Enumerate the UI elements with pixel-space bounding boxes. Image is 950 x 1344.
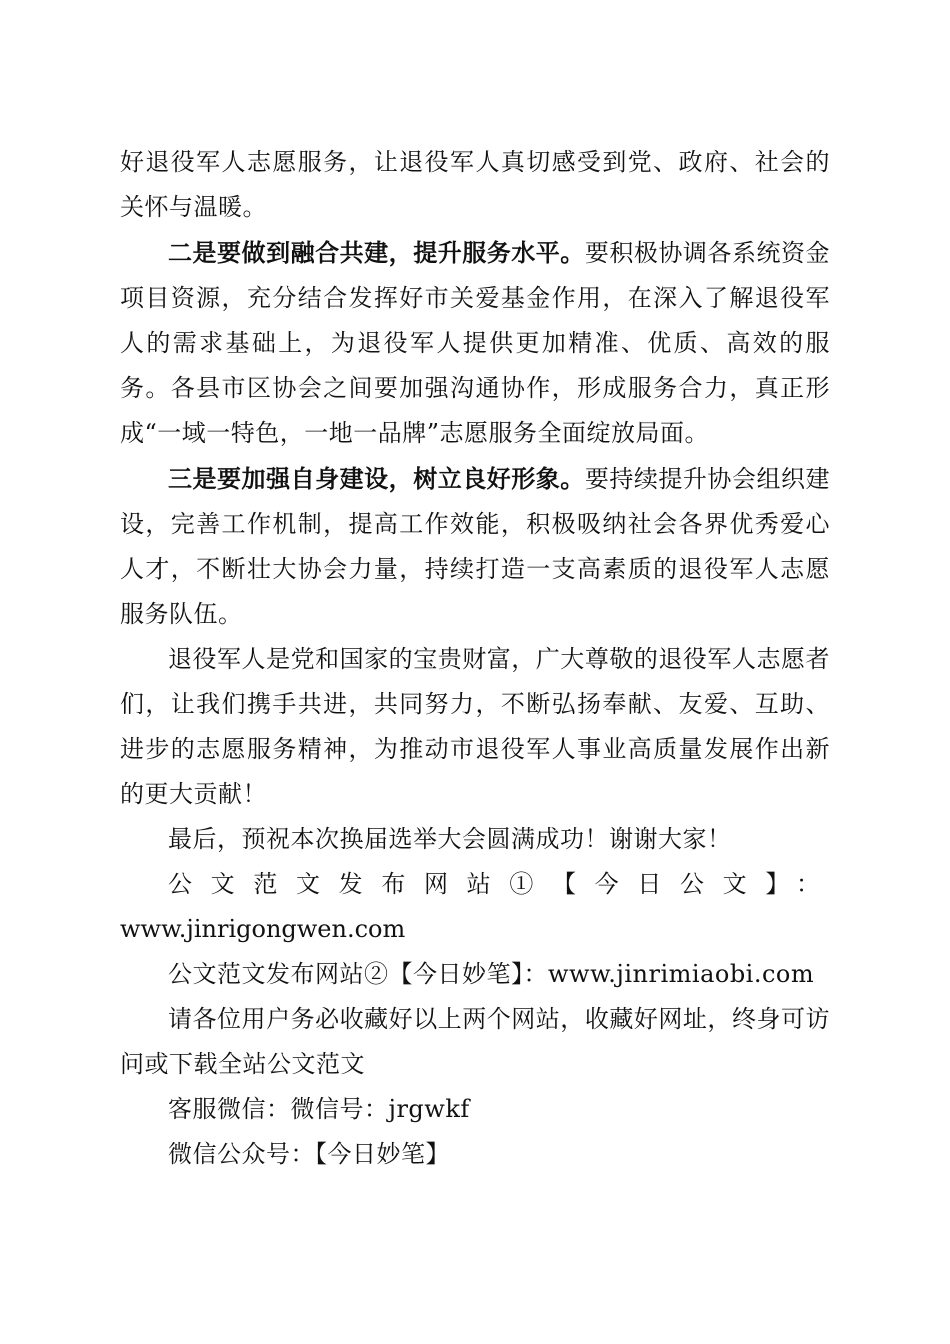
paragraph-closing-care: 好退役军人志愿服务，让退役军人真切感受到党、政府、社会的关怀与温暖。	[120, 148, 830, 221]
site1-url[interactable]: www.jinrigongwen.com	[120, 915, 406, 943]
site2-line[interactable]: 公文范文发布网站②【今日妙笔】：www.jinrimiaobi.com	[168, 960, 815, 988]
paragraph-integration	[120, 230, 830, 456]
paragraph-body-integration: 要积极协调各系统资金项目资源，充分结合发挥好市关爱基金作用，在深入了解退役军人的需求基础上，为退役军人提供更加精准、优质、高效的服务。各县市区协会之间要加强沟通协作，形成服务合力，真正形成“一域一特色，一地一品牌”志愿服务全面绽放局面。	[120, 239, 831, 447]
paragraph-heading-self-building: 三是要加强自身建设，树立良好形象。	[168, 464, 585, 493]
bookmark-notice: 请各位用户务必收藏好以上两个网站，收藏好网址，终身可访问或下载全站公文范文	[120, 1005, 830, 1078]
site1-label: 公文范文发布网站①【今日公文】：	[168, 870, 830, 898]
customer-service-wechat: 客服微信：微信号：jrgwkf	[168, 1095, 470, 1123]
paragraph-body-self-building: 要持续提升协会组织建设，完善工作机制，提高工作效能，积极吸纳社会各界优秀爱心人才，不断壮大协会力量，持续打造一支高素质的退役军人志愿服务队伍。	[120, 465, 831, 628]
paragraph-veterans-wealth: 退役军人是党和国家的宝贵财富，广大尊敬的退役军人志愿者们，让我们携手共进，共同努力，不断弘扬奉献、友爱、互助、进步的志愿服务精神，为推动市退役军人事业高质量发展作出新的更大贡献！	[120, 645, 830, 808]
document-page	[120, 140, 830, 1177]
paragraph-heading-integration: 二是要做到融合共建，提升服务水平。	[168, 238, 585, 267]
paragraph-self-building	[120, 456, 830, 637]
official-account: 微信公众号：【今日妙笔】	[168, 1140, 450, 1168]
paragraph-final-wishes: 最后，预祝本次换届选举大会圆满成功！谢谢大家！	[168, 825, 732, 853]
